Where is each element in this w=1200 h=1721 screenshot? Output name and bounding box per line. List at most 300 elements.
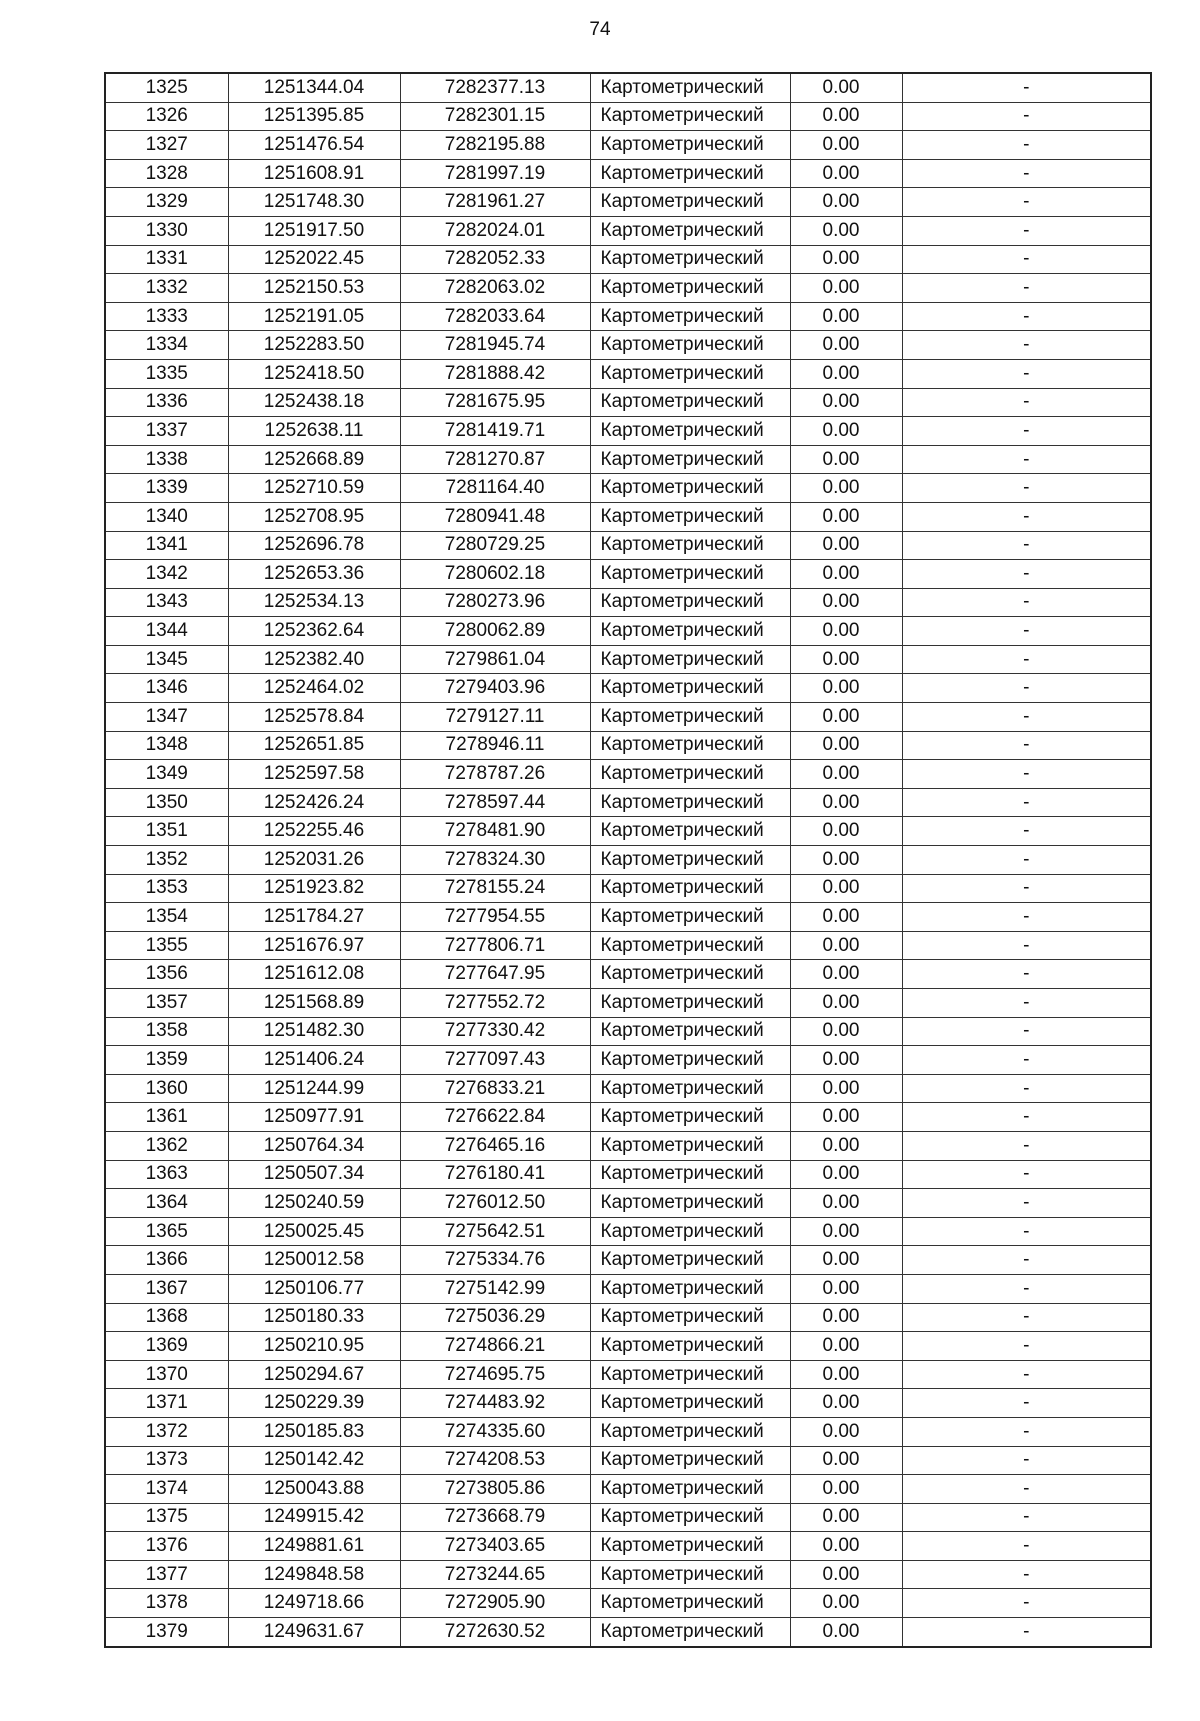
y-coordinate-cell: 7280602.18 bbox=[400, 560, 590, 589]
note-cell: - bbox=[902, 417, 1151, 446]
x-coordinate-cell: 1252283.50 bbox=[228, 331, 400, 360]
x-coordinate-cell: 1250180.33 bbox=[228, 1303, 400, 1332]
note-cell: - bbox=[902, 703, 1151, 732]
y-coordinate-cell: 7281997.19 bbox=[400, 159, 590, 188]
table-row bbox=[105, 674, 1151, 703]
error-value-cell: 0.00 bbox=[790, 188, 902, 217]
method-cell: Картометрический bbox=[590, 1217, 790, 1246]
table-row bbox=[105, 216, 1151, 245]
point-number-cell: 1344 bbox=[105, 617, 228, 646]
y-coordinate-cell: 7277954.55 bbox=[400, 903, 590, 932]
method-cell: Картометрический bbox=[590, 1560, 790, 1589]
table-row bbox=[105, 1446, 1151, 1475]
error-value-cell: 0.00 bbox=[790, 931, 902, 960]
x-coordinate-cell: 1250977.91 bbox=[228, 1103, 400, 1132]
x-coordinate-cell: 1251608.91 bbox=[228, 159, 400, 188]
y-coordinate-cell: 7272905.90 bbox=[400, 1589, 590, 1618]
point-number-cell: 1370 bbox=[105, 1360, 228, 1389]
note-cell: - bbox=[902, 674, 1151, 703]
method-cell: Картометрический bbox=[590, 1589, 790, 1618]
table-row bbox=[105, 388, 1151, 417]
x-coordinate-cell: 1252382.40 bbox=[228, 645, 400, 674]
error-value-cell: 0.00 bbox=[790, 1532, 902, 1561]
error-value-cell: 0.00 bbox=[790, 1160, 902, 1189]
point-number-cell: 1348 bbox=[105, 731, 228, 760]
x-coordinate-cell: 1250240.59 bbox=[228, 1189, 400, 1218]
method-cell: Картометрический bbox=[590, 245, 790, 274]
y-coordinate-cell: 7276180.41 bbox=[400, 1160, 590, 1189]
point-number-cell: 1352 bbox=[105, 846, 228, 875]
method-cell: Картометрический bbox=[590, 703, 790, 732]
point-number-cell: 1332 bbox=[105, 274, 228, 303]
table-row bbox=[105, 302, 1151, 331]
y-coordinate-cell: 7273244.65 bbox=[400, 1560, 590, 1589]
y-coordinate-cell: 7276622.84 bbox=[400, 1103, 590, 1132]
x-coordinate-cell: 1252708.95 bbox=[228, 502, 400, 531]
y-coordinate-cell: 7278155.24 bbox=[400, 874, 590, 903]
y-coordinate-cell: 7277097.43 bbox=[400, 1046, 590, 1075]
method-cell: Картометрический bbox=[590, 417, 790, 446]
x-coordinate-cell: 1249631.67 bbox=[228, 1618, 400, 1647]
method-cell: Картометрический bbox=[590, 388, 790, 417]
error-value-cell: 0.00 bbox=[790, 302, 902, 331]
table-row bbox=[105, 73, 1151, 102]
page-number: 74 bbox=[589, 19, 611, 40]
table-row bbox=[105, 960, 1151, 989]
x-coordinate-cell: 1252638.11 bbox=[228, 417, 400, 446]
point-number-cell: 1368 bbox=[105, 1303, 228, 1332]
point-number-cell: 1364 bbox=[105, 1189, 228, 1218]
point-number-cell: 1347 bbox=[105, 703, 228, 732]
error-value-cell: 0.00 bbox=[790, 1560, 902, 1589]
method-cell: Картометрический bbox=[590, 903, 790, 932]
table-row bbox=[105, 102, 1151, 131]
point-number-cell: 1354 bbox=[105, 903, 228, 932]
note-cell: - bbox=[902, 531, 1151, 560]
x-coordinate-cell: 1250043.88 bbox=[228, 1475, 400, 1504]
method-cell: Картометрический bbox=[590, 731, 790, 760]
point-number-cell: 1365 bbox=[105, 1217, 228, 1246]
method-cell: Картометрический bbox=[590, 1417, 790, 1446]
x-coordinate-cell: 1252651.85 bbox=[228, 731, 400, 760]
point-number-cell: 1366 bbox=[105, 1246, 228, 1275]
method-cell: Картометрический bbox=[590, 1160, 790, 1189]
x-coordinate-cell: 1252597.58 bbox=[228, 760, 400, 789]
point-number-cell: 1359 bbox=[105, 1046, 228, 1075]
y-coordinate-cell: 7272630.52 bbox=[400, 1618, 590, 1647]
table-row bbox=[105, 846, 1151, 875]
note-cell: - bbox=[902, 216, 1151, 245]
error-value-cell: 0.00 bbox=[790, 1274, 902, 1303]
x-coordinate-cell: 1250229.39 bbox=[228, 1389, 400, 1418]
table-row bbox=[105, 1017, 1151, 1046]
point-number-cell: 1337 bbox=[105, 417, 228, 446]
x-coordinate-cell: 1251923.82 bbox=[228, 874, 400, 903]
error-value-cell: 0.00 bbox=[790, 1303, 902, 1332]
note-cell: - bbox=[902, 1274, 1151, 1303]
y-coordinate-cell: 7281675.95 bbox=[400, 388, 590, 417]
point-number-cell: 1369 bbox=[105, 1332, 228, 1361]
note-cell: - bbox=[902, 73, 1151, 102]
point-number-cell: 1363 bbox=[105, 1160, 228, 1189]
x-coordinate-cell: 1251568.89 bbox=[228, 989, 400, 1018]
table-row bbox=[105, 1189, 1151, 1218]
point-number-cell: 1326 bbox=[105, 102, 228, 131]
y-coordinate-cell: 7281164.40 bbox=[400, 474, 590, 503]
note-cell: - bbox=[902, 1618, 1151, 1647]
point-number-cell: 1350 bbox=[105, 788, 228, 817]
error-value-cell: 0.00 bbox=[790, 1618, 902, 1647]
note-cell: - bbox=[902, 474, 1151, 503]
y-coordinate-cell: 7275642.51 bbox=[400, 1217, 590, 1246]
y-coordinate-cell: 7275142.99 bbox=[400, 1274, 590, 1303]
y-coordinate-cell: 7279861.04 bbox=[400, 645, 590, 674]
table-row bbox=[105, 760, 1151, 789]
x-coordinate-cell: 1252464.02 bbox=[228, 674, 400, 703]
note-cell: - bbox=[902, 1217, 1151, 1246]
point-number-cell: 1361 bbox=[105, 1103, 228, 1132]
x-coordinate-cell: 1250507.34 bbox=[228, 1160, 400, 1189]
table-row bbox=[105, 817, 1151, 846]
x-coordinate-cell: 1252426.24 bbox=[228, 788, 400, 817]
x-coordinate-cell: 1250764.34 bbox=[228, 1131, 400, 1160]
method-cell: Картометрический bbox=[590, 474, 790, 503]
table-row bbox=[105, 1475, 1151, 1504]
error-value-cell: 0.00 bbox=[790, 1589, 902, 1618]
table-row bbox=[105, 359, 1151, 388]
x-coordinate-cell: 1249915.42 bbox=[228, 1503, 400, 1532]
y-coordinate-cell: 7278946.11 bbox=[400, 731, 590, 760]
error-value-cell: 0.00 bbox=[790, 903, 902, 932]
x-coordinate-cell: 1252022.45 bbox=[228, 245, 400, 274]
method-cell: Картометрический bbox=[590, 73, 790, 102]
error-value-cell: 0.00 bbox=[790, 331, 902, 360]
note-cell: - bbox=[902, 1303, 1151, 1332]
table-row bbox=[105, 1246, 1151, 1275]
table-row bbox=[105, 331, 1151, 360]
error-value-cell: 0.00 bbox=[790, 1103, 902, 1132]
y-coordinate-cell: 7275334.76 bbox=[400, 1246, 590, 1275]
point-number-cell: 1331 bbox=[105, 245, 228, 274]
note-cell: - bbox=[902, 1532, 1151, 1561]
table-row bbox=[105, 1217, 1151, 1246]
note-cell: - bbox=[902, 245, 1151, 274]
x-coordinate-cell: 1251676.97 bbox=[228, 931, 400, 960]
y-coordinate-cell: 7277806.71 bbox=[400, 931, 590, 960]
x-coordinate-cell: 1250210.95 bbox=[228, 1332, 400, 1361]
point-number-cell: 1346 bbox=[105, 674, 228, 703]
error-value-cell: 0.00 bbox=[790, 874, 902, 903]
method-cell: Картометрический bbox=[590, 960, 790, 989]
table-row bbox=[105, 874, 1151, 903]
y-coordinate-cell: 7282052.33 bbox=[400, 245, 590, 274]
point-number-cell: 1339 bbox=[105, 474, 228, 503]
table-row bbox=[105, 703, 1151, 732]
table-row bbox=[105, 1589, 1151, 1618]
x-coordinate-cell: 1251406.24 bbox=[228, 1046, 400, 1075]
x-coordinate-cell: 1249848.58 bbox=[228, 1560, 400, 1589]
table-row bbox=[105, 159, 1151, 188]
table-row bbox=[105, 1560, 1151, 1589]
note-cell: - bbox=[902, 445, 1151, 474]
note-cell: - bbox=[902, 388, 1151, 417]
point-number-cell: 1330 bbox=[105, 216, 228, 245]
note-cell: - bbox=[902, 1560, 1151, 1589]
point-number-cell: 1345 bbox=[105, 645, 228, 674]
note-cell: - bbox=[902, 1389, 1151, 1418]
point-number-cell: 1353 bbox=[105, 874, 228, 903]
error-value-cell: 0.00 bbox=[790, 588, 902, 617]
x-coordinate-cell: 1252668.89 bbox=[228, 445, 400, 474]
table-row bbox=[105, 731, 1151, 760]
error-value-cell: 0.00 bbox=[790, 1074, 902, 1103]
method-cell: Картометрический bbox=[590, 1046, 790, 1075]
x-coordinate-cell: 1249718.66 bbox=[228, 1589, 400, 1618]
table-row bbox=[105, 531, 1151, 560]
note-cell: - bbox=[902, 1160, 1151, 1189]
note-cell: - bbox=[902, 1589, 1151, 1618]
error-value-cell: 0.00 bbox=[790, 846, 902, 875]
point-number-cell: 1336 bbox=[105, 388, 228, 417]
x-coordinate-cell: 1251482.30 bbox=[228, 1017, 400, 1046]
note-cell: - bbox=[902, 1046, 1151, 1075]
method-cell: Картометрический bbox=[590, 1274, 790, 1303]
note-cell: - bbox=[902, 617, 1151, 646]
note-cell: - bbox=[902, 560, 1151, 589]
note-cell: - bbox=[902, 274, 1151, 303]
method-cell: Картометрический bbox=[590, 1618, 790, 1647]
point-number-cell: 1342 bbox=[105, 560, 228, 589]
table-row bbox=[105, 588, 1151, 617]
x-coordinate-cell: 1250142.42 bbox=[228, 1446, 400, 1475]
table-row bbox=[105, 989, 1151, 1018]
method-cell: Картометрический bbox=[590, 1131, 790, 1160]
x-coordinate-cell: 1252653.36 bbox=[228, 560, 400, 589]
point-number-cell: 1379 bbox=[105, 1618, 228, 1647]
table-row bbox=[105, 1417, 1151, 1446]
note-cell: - bbox=[902, 645, 1151, 674]
method-cell: Картометрический bbox=[590, 131, 790, 160]
note-cell: - bbox=[902, 931, 1151, 960]
point-number-cell: 1378 bbox=[105, 1589, 228, 1618]
y-coordinate-cell: 7282024.01 bbox=[400, 216, 590, 245]
y-coordinate-cell: 7278324.30 bbox=[400, 846, 590, 875]
table-row bbox=[105, 1103, 1151, 1132]
y-coordinate-cell: 7281270.87 bbox=[400, 445, 590, 474]
method-cell: Картометрический bbox=[590, 1332, 790, 1361]
y-coordinate-cell: 7281419.71 bbox=[400, 417, 590, 446]
y-coordinate-cell: 7274208.53 bbox=[400, 1446, 590, 1475]
point-number-cell: 1351 bbox=[105, 817, 228, 846]
y-coordinate-cell: 7277330.42 bbox=[400, 1017, 590, 1046]
coordinates-table-body bbox=[105, 73, 1151, 1647]
x-coordinate-cell: 1252031.26 bbox=[228, 846, 400, 875]
table-row bbox=[105, 502, 1151, 531]
table-row bbox=[105, 131, 1151, 160]
error-value-cell: 0.00 bbox=[790, 445, 902, 474]
note-cell: - bbox=[902, 731, 1151, 760]
error-value-cell: 0.00 bbox=[790, 760, 902, 789]
point-number-cell: 1349 bbox=[105, 760, 228, 789]
method-cell: Картометрический bbox=[590, 1103, 790, 1132]
method-cell: Картометрический bbox=[590, 331, 790, 360]
y-coordinate-cell: 7278787.26 bbox=[400, 760, 590, 789]
method-cell: Картометрический bbox=[590, 188, 790, 217]
point-number-cell: 1367 bbox=[105, 1274, 228, 1303]
note-cell: - bbox=[902, 1103, 1151, 1132]
point-number-cell: 1355 bbox=[105, 931, 228, 960]
method-cell: Картометрический bbox=[590, 1532, 790, 1561]
x-coordinate-cell: 1251244.99 bbox=[228, 1074, 400, 1103]
y-coordinate-cell: 7276465.16 bbox=[400, 1131, 590, 1160]
point-number-cell: 1333 bbox=[105, 302, 228, 331]
note-cell: - bbox=[902, 1189, 1151, 1218]
error-value-cell: 0.00 bbox=[790, 474, 902, 503]
point-number-cell: 1325 bbox=[105, 73, 228, 102]
table-row bbox=[105, 1074, 1151, 1103]
point-number-cell: 1343 bbox=[105, 588, 228, 617]
error-value-cell: 0.00 bbox=[790, 674, 902, 703]
error-value-cell: 0.00 bbox=[790, 731, 902, 760]
note-cell: - bbox=[902, 1246, 1151, 1275]
note-cell: - bbox=[902, 102, 1151, 131]
error-value-cell: 0.00 bbox=[790, 502, 902, 531]
method-cell: Картометрический bbox=[590, 445, 790, 474]
point-number-cell: 1340 bbox=[105, 502, 228, 531]
error-value-cell: 0.00 bbox=[790, 1131, 902, 1160]
x-coordinate-cell: 1252534.13 bbox=[228, 588, 400, 617]
y-coordinate-cell: 7282195.88 bbox=[400, 131, 590, 160]
method-cell: Картометрический bbox=[590, 1503, 790, 1532]
y-coordinate-cell: 7278597.44 bbox=[400, 788, 590, 817]
error-value-cell: 0.00 bbox=[790, 1046, 902, 1075]
x-coordinate-cell: 1250012.58 bbox=[228, 1246, 400, 1275]
table-row bbox=[105, 1503, 1151, 1532]
y-coordinate-cell: 7282033.64 bbox=[400, 302, 590, 331]
error-value-cell: 0.00 bbox=[790, 159, 902, 188]
error-value-cell: 0.00 bbox=[790, 1389, 902, 1418]
error-value-cell: 0.00 bbox=[790, 388, 902, 417]
method-cell: Картометрический bbox=[590, 817, 790, 846]
point-number-cell: 1335 bbox=[105, 359, 228, 388]
note-cell: - bbox=[902, 846, 1151, 875]
method-cell: Картометрический bbox=[590, 1246, 790, 1275]
note-cell: - bbox=[902, 1131, 1151, 1160]
error-value-cell: 0.00 bbox=[790, 645, 902, 674]
method-cell: Картометрический bbox=[590, 302, 790, 331]
table-row bbox=[105, 931, 1151, 960]
table-row bbox=[105, 245, 1151, 274]
note-cell: - bbox=[902, 1446, 1151, 1475]
method-cell: Картометрический bbox=[590, 216, 790, 245]
method-cell: Картометрический bbox=[590, 531, 790, 560]
y-coordinate-cell: 7273403.65 bbox=[400, 1532, 590, 1561]
x-coordinate-cell: 1250185.83 bbox=[228, 1417, 400, 1446]
table-row bbox=[105, 1274, 1151, 1303]
y-coordinate-cell: 7280729.25 bbox=[400, 531, 590, 560]
error-value-cell: 0.00 bbox=[790, 560, 902, 589]
point-number-cell: 1329 bbox=[105, 188, 228, 217]
point-number-cell: 1328 bbox=[105, 159, 228, 188]
method-cell: Картометрический bbox=[590, 102, 790, 131]
x-coordinate-cell: 1252710.59 bbox=[228, 474, 400, 503]
x-coordinate-cell: 1252438.18 bbox=[228, 388, 400, 417]
error-value-cell: 0.00 bbox=[790, 1332, 902, 1361]
error-value-cell: 0.00 bbox=[790, 73, 902, 102]
point-number-cell: 1357 bbox=[105, 989, 228, 1018]
y-coordinate-cell: 7281961.27 bbox=[400, 188, 590, 217]
y-coordinate-cell: 7280062.89 bbox=[400, 617, 590, 646]
method-cell: Картометрический bbox=[590, 359, 790, 388]
method-cell: Картометрический bbox=[590, 674, 790, 703]
x-coordinate-cell: 1251476.54 bbox=[228, 131, 400, 160]
method-cell: Картометрический bbox=[590, 1303, 790, 1332]
point-number-cell: 1371 bbox=[105, 1389, 228, 1418]
note-cell: - bbox=[902, 760, 1151, 789]
method-cell: Картометрический bbox=[590, 874, 790, 903]
x-coordinate-cell: 1252255.46 bbox=[228, 817, 400, 846]
method-cell: Картометрический bbox=[590, 760, 790, 789]
error-value-cell: 0.00 bbox=[790, 1017, 902, 1046]
error-value-cell: 0.00 bbox=[790, 1446, 902, 1475]
method-cell: Картометрический bbox=[590, 502, 790, 531]
error-value-cell: 0.00 bbox=[790, 245, 902, 274]
error-value-cell: 0.00 bbox=[790, 417, 902, 446]
note-cell: - bbox=[902, 1074, 1151, 1103]
note-cell: - bbox=[902, 788, 1151, 817]
x-coordinate-cell: 1252150.53 bbox=[228, 274, 400, 303]
method-cell: Картометрический bbox=[590, 846, 790, 875]
y-coordinate-cell: 7274483.92 bbox=[400, 1389, 590, 1418]
y-coordinate-cell: 7278481.90 bbox=[400, 817, 590, 846]
y-coordinate-cell: 7275036.29 bbox=[400, 1303, 590, 1332]
error-value-cell: 0.00 bbox=[790, 1217, 902, 1246]
method-cell: Картометрический bbox=[590, 788, 790, 817]
coordinates-table bbox=[104, 72, 1152, 1648]
point-number-cell: 1327 bbox=[105, 131, 228, 160]
note-cell: - bbox=[902, 960, 1151, 989]
table-row bbox=[105, 445, 1151, 474]
x-coordinate-cell: 1251344.04 bbox=[228, 73, 400, 102]
y-coordinate-cell: 7281888.42 bbox=[400, 359, 590, 388]
y-coordinate-cell: 7274335.60 bbox=[400, 1417, 590, 1446]
table-row bbox=[105, 1303, 1151, 1332]
method-cell: Картометрический bbox=[590, 159, 790, 188]
note-cell: - bbox=[902, 1417, 1151, 1446]
y-coordinate-cell: 7274695.75 bbox=[400, 1360, 590, 1389]
point-number-cell: 1334 bbox=[105, 331, 228, 360]
method-cell: Картометрический bbox=[590, 645, 790, 674]
x-coordinate-cell: 1251395.85 bbox=[228, 102, 400, 131]
note-cell: - bbox=[902, 588, 1151, 617]
x-coordinate-cell: 1251917.50 bbox=[228, 216, 400, 245]
method-cell: Картометрический bbox=[590, 1475, 790, 1504]
error-value-cell: 0.00 bbox=[790, 131, 902, 160]
x-coordinate-cell: 1250106.77 bbox=[228, 1274, 400, 1303]
method-cell: Картометрический bbox=[590, 617, 790, 646]
y-coordinate-cell: 7282301.15 bbox=[400, 102, 590, 131]
x-coordinate-cell: 1251612.08 bbox=[228, 960, 400, 989]
point-number-cell: 1360 bbox=[105, 1074, 228, 1103]
method-cell: Картометрический bbox=[590, 1017, 790, 1046]
table-row bbox=[105, 474, 1151, 503]
note-cell: - bbox=[902, 1503, 1151, 1532]
point-number-cell: 1377 bbox=[105, 1560, 228, 1589]
error-value-cell: 0.00 bbox=[790, 989, 902, 1018]
method-cell: Картометрический bbox=[590, 274, 790, 303]
note-cell: - bbox=[902, 302, 1151, 331]
note-cell: - bbox=[902, 1475, 1151, 1504]
